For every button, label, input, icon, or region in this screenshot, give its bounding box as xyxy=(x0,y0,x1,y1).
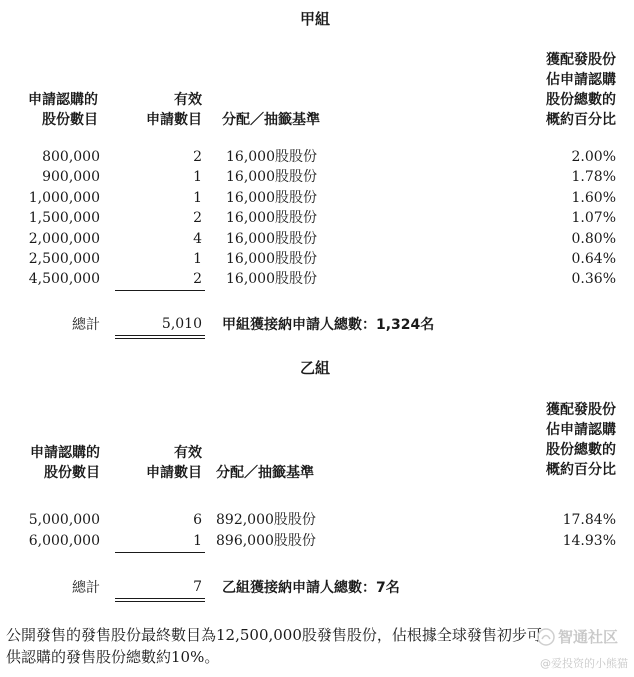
watermark-logo-icon xyxy=(536,627,556,651)
header-line: 分配／抽籤基準 xyxy=(222,112,320,128)
percentage-cell: 14.93% xyxy=(562,533,616,549)
valid-cell: 2 xyxy=(193,271,202,287)
valid-cell: 1 xyxy=(193,251,202,267)
group-b-total-rule-1 xyxy=(115,598,205,599)
valid-cell: 4 xyxy=(193,231,202,247)
header-line: 申請認購的 xyxy=(30,445,100,461)
group-a-total-value: 5,010 xyxy=(161,316,202,332)
total-note-number: 1,324 xyxy=(376,317,421,333)
valid-cell: 1 xyxy=(193,190,202,206)
watermark-title: 智通社区 xyxy=(558,628,619,646)
footer-paragraph-line-2: 供認購的發售股份總數約10%。 xyxy=(6,648,220,666)
percentage-cell: 2.00% xyxy=(571,149,616,165)
percentage-cell: 1.07% xyxy=(571,210,616,226)
shares-cell: 2,000,000 xyxy=(28,231,100,247)
shares-cell: 4,500,000 xyxy=(28,271,100,287)
group-b-total-note xyxy=(222,577,400,597)
group-a-header-shares xyxy=(28,90,98,130)
group-a-total-note xyxy=(222,314,434,334)
header-line: 申請認購的 xyxy=(28,92,98,108)
total-note-prefix: 甲組獲接納申請人總數： xyxy=(222,317,376,333)
header-line: 概約百分比 xyxy=(546,112,616,128)
header-line: 有效 xyxy=(174,445,202,461)
header-line: 股份總數的 xyxy=(546,442,616,458)
shares-cell: 2,500,000 xyxy=(28,251,100,267)
valid-cell: 2 xyxy=(193,210,202,226)
header-line: 申請數目 xyxy=(146,465,202,481)
basis-cell: 16,000股股份 xyxy=(226,271,317,287)
group-a-header-basis xyxy=(222,110,320,130)
header-line: 申請數目 xyxy=(146,112,202,128)
percentage-cell: 0.36% xyxy=(571,271,616,287)
group-b-header-valid xyxy=(146,443,202,483)
basis-cell: 16,000股股份 xyxy=(226,231,317,247)
group-a-header-valid xyxy=(146,90,202,130)
group-a-title: 甲組 xyxy=(300,10,331,28)
valid-cell: 1 xyxy=(193,169,202,185)
group-b-total-value: 7 xyxy=(193,579,202,595)
total-note-number: 7 xyxy=(376,580,386,596)
shares-cell: 6,000,000 xyxy=(28,533,100,549)
basis-cell: 16,000股股份 xyxy=(226,149,317,165)
group-b-header-percentage xyxy=(546,400,616,480)
group-b-subtotal-rule xyxy=(115,552,205,553)
basis-cell: 16,000股股份 xyxy=(226,190,317,206)
percentage-cell: 17.84% xyxy=(562,512,616,528)
basis-cell: 892,000股股份 xyxy=(216,512,316,528)
valid-cell: 1 xyxy=(193,533,202,549)
group-a-total-rule-1 xyxy=(115,335,205,336)
header-line: 佔申請認購 xyxy=(546,72,616,88)
basis-cell: 896,000股股份 xyxy=(216,533,316,549)
group-a-total-rule-2 xyxy=(115,338,205,339)
shares-cell: 900,000 xyxy=(42,169,100,185)
total-note-suffix: 名 xyxy=(420,317,435,333)
group-b-header-basis xyxy=(216,463,314,483)
watermark-handle: @爱投资的小熊猫 xyxy=(540,657,628,670)
group-a-total-label: 總計 xyxy=(72,317,100,333)
group-b-title: 乙組 xyxy=(300,359,331,377)
percentage-cell: 0.64% xyxy=(571,251,616,267)
total-note-suffix: 名 xyxy=(385,580,400,596)
header-line: 股份數目 xyxy=(42,112,98,128)
basis-cell: 16,000股股份 xyxy=(226,210,317,226)
shares-cell: 1,000,000 xyxy=(28,190,100,206)
valid-cell: 2 xyxy=(193,149,202,165)
basis-cell: 16,000股股份 xyxy=(226,169,317,185)
header-line: 有效 xyxy=(174,92,202,108)
group-a-subtotal-rule xyxy=(115,290,205,291)
header-line: 概約百分比 xyxy=(546,462,616,478)
shares-cell: 5,000,000 xyxy=(28,512,100,528)
percentage-cell: 1.78% xyxy=(571,169,616,185)
group-b-total-label: 總計 xyxy=(72,580,100,596)
header-line: 佔申請認購 xyxy=(546,422,616,438)
basis-cell: 16,000股股份 xyxy=(226,251,317,267)
header-line: 分配／抽籤基準 xyxy=(216,465,314,481)
valid-cell: 6 xyxy=(193,512,202,528)
percentage-cell: 0.80% xyxy=(571,231,616,247)
group-b-header-shares xyxy=(30,443,100,483)
percentage-cell: 1.60% xyxy=(571,190,616,206)
group-b-total-rule-2 xyxy=(115,601,205,602)
header-line: 股份數目 xyxy=(44,465,100,481)
group-a-header-percentage xyxy=(546,50,616,130)
header-line: 獲配發股份 xyxy=(546,402,616,418)
shares-cell: 800,000 xyxy=(42,149,100,165)
shares-cell: 1,500,000 xyxy=(28,210,100,226)
header-line: 股份總數的 xyxy=(546,92,616,108)
header-line: 獲配發股份 xyxy=(546,52,616,68)
footer-paragraph-line-1: 公開發售的發售股份最終數目為12,500,000股發售股份，佔根據全球發售初步可 xyxy=(6,626,542,644)
total-note-prefix: 乙組獲接納申請人總數： xyxy=(222,580,376,596)
